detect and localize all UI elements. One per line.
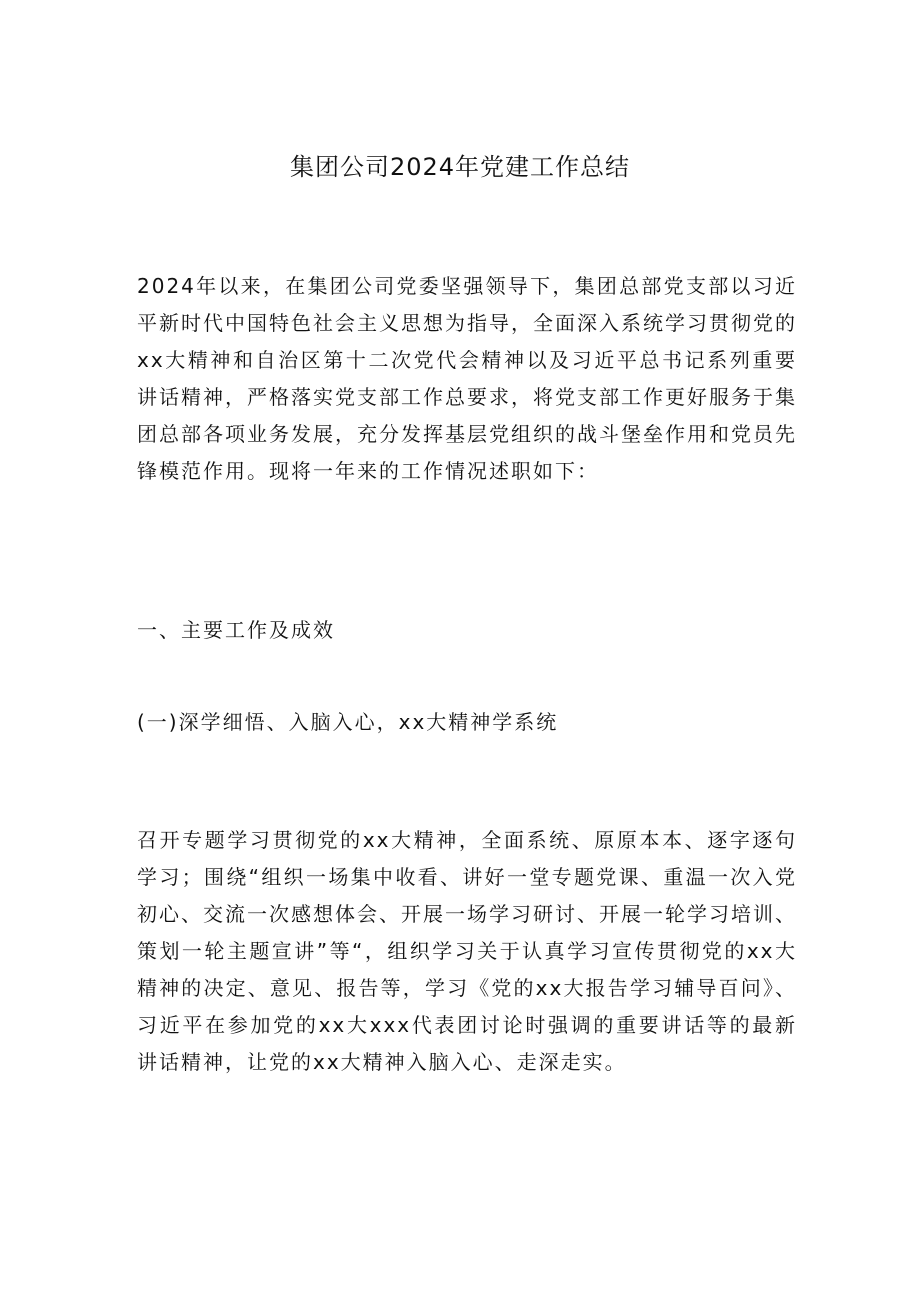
intro-paragraph: 2024年以来，在集团公司党委坚强领导下，集团总部党支部以习近平新时代中国特色社会主义思想为指导，全面深入系统学习贯彻党的xx大精神和自治区第十二次党代会精神以及习近平总书记系列重要讲话精神，严格落实党支部工作总要求，将党支部工作更好服务于集团总部各项业务发展，充分发挥基层党组织的战斗堡垒作用和党员先锋模范作用。现将一年来的工作情况述职如下： bbox=[137, 274, 797, 483]
document-title: 集团公司2024年党建工作总结 bbox=[289, 153, 631, 181]
subsection-heading-study: (一)深学细悟、入脑入心，xx大精神学系统 bbox=[137, 710, 559, 734]
study-paragraph: 召开专题学习贯彻党的xx大精神，全面系统、原原本本、逐字逐句学习；围绕“组织一场集中收看、讲好一堂专题党课、重温一次入党初心、交流一次感想体会、开展一场学习研讨、开展一轮学习培训、策划一轮主题宣讲”等“，组织学习关于认真学习宣传贯彻党的xx大精神的决定、意见、报告等，学习《党的xx大报告学习辅导百问》、习近平在参加党的xx大xxx代表团讨论时强调的重要讲话等的最新讲话精神，让党的xx大精神入脑入心、走深走实。 bbox=[137, 828, 797, 1074]
section-heading-main-work: 一、主要工作及成效 bbox=[137, 618, 335, 642]
